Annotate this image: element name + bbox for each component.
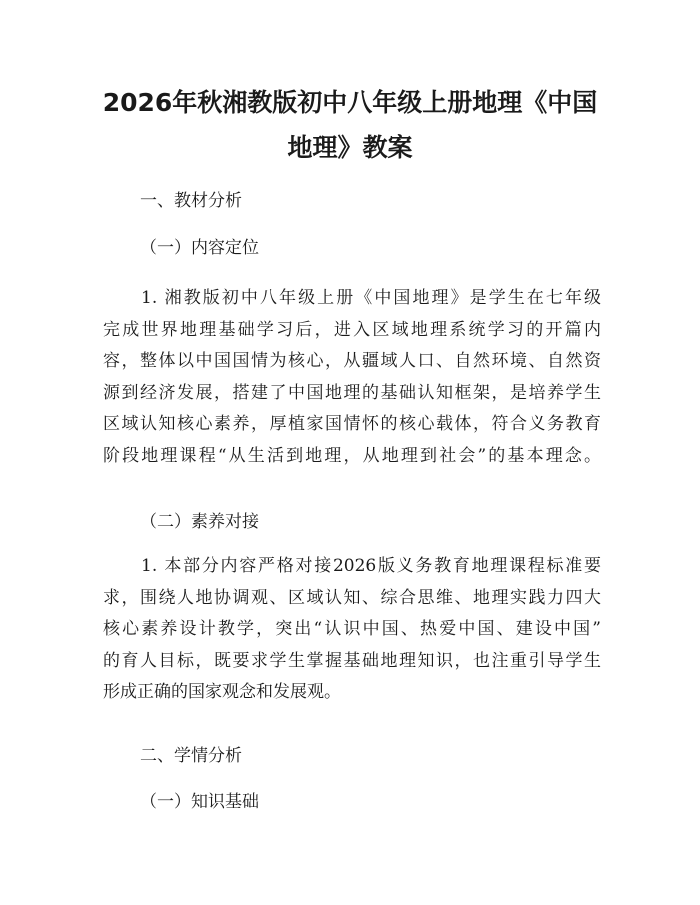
paragraph-line: 核心素养设计教学，突出“认识中国、热爱中国、建设中国” [103,619,601,639]
paragraph-line: 的育人目标，既要求学生掌握基础地理知识，也注重引导学生 [103,650,601,671]
paragraph-line: 区域认知核心素养，厚植家国情怀的核心载体，符合义务教育 [103,414,601,434]
document-title-line-2: 地理》教案 [287,133,413,162]
paragraph-content-positioning [103,283,601,472]
paragraph-literacy-alignment [103,551,601,709]
paragraph-line: 形成正确的国家观念和发展观。 [103,682,341,702]
paragraph-line: 求，围绕人地协调观、区域认知、综合思维、地理实践力四大 [103,587,601,608]
subsection-heading-literacy-alignment: （二）素养对接 [140,512,259,532]
paragraph-line: 1. 本部分内容严格对接2026版义务教育地理课程标准要 [141,556,601,576]
paragraph-line: 阶段地理课程“从生活到地理，从地理到社会”的基本理念。 [103,445,601,466]
paragraph-line: 1. 湘教版初中八年级上册《中国地理》是学生在七年级 [141,288,601,308]
section-heading-learner-analysis: 二、学情分析 [140,746,242,766]
document-title-line-1: 2026年秋湘教版初中八年级上册地理《中国 [102,88,598,117]
subsection-heading-content-positioning: （一）内容定位 [140,238,259,258]
paragraph-line: 容，整体以中国国情为核心，从疆域人口、自然环境、自然资 [103,351,601,371]
paragraph-line: 完成世界地理基础学习后，进入区域地理系统学习的开篇内 [103,319,601,340]
paragraph-line: 源到经济发展，搭建了中国地理的基础认知框架，是培养学生 [103,382,601,403]
subsection-heading-knowledge-foundation: （一）知识基础 [140,792,259,812]
section-heading-teaching-material-analysis: 一、教材分析 [140,191,242,211]
